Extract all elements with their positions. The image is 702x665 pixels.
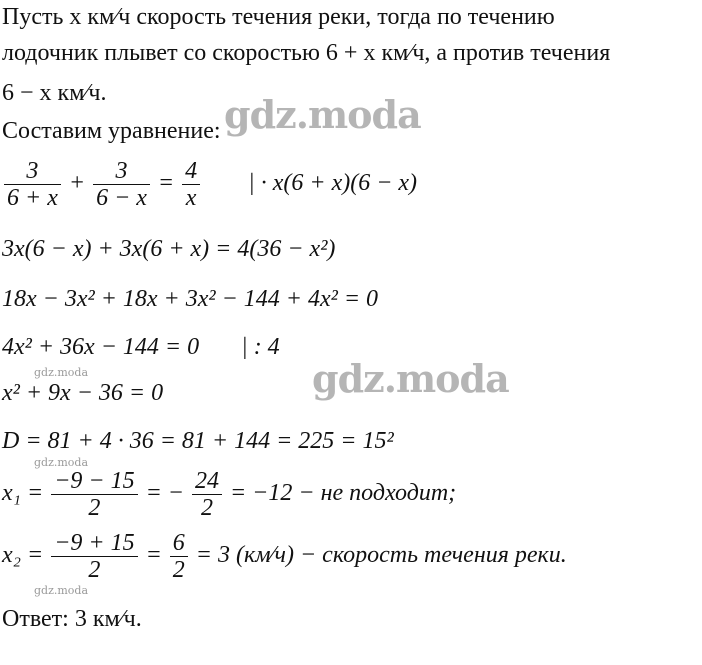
- watermark-small: gdz.moda: [34, 456, 89, 469]
- watermark-small: gdz.moda: [34, 366, 89, 379]
- fraction: $\frac{3}{6 + x}$: [4, 158, 61, 211]
- fraction: $\frac{6}{2}$: [170, 530, 188, 583]
- text-line-4: Составим уравнение:: [2, 118, 221, 144]
- fraction: $\frac{-9 - 15}{2}$: [51, 468, 137, 521]
- text-line-1: Пусть x км⁄ч скорость течения реки, тогда по течению: [2, 4, 555, 30]
- text-line-3: 6 − x км⁄ч.: [2, 80, 107, 106]
- divider: | : 4: [241, 334, 280, 360]
- watermark-logo: gdz.moda: [224, 92, 421, 137]
- equation-1: $\frac{3}{6 + x}$ + $\frac{3}{6 - x}$ = $\frac{4}{x}$ | · x(6 + x)(6 − x): [2, 158, 417, 211]
- answer: Ответ: 3 км⁄ч.: [2, 606, 142, 632]
- fraction: $\frac{3}{6 - x}$: [93, 158, 150, 211]
- watermark-small: gdz.moda: [34, 584, 89, 597]
- equation-5: x² + 9x − 36 = 0: [2, 380, 164, 406]
- equation-2: 3x(6 − x) + 3x(6 + x) = 4(36 − x²): [2, 236, 336, 262]
- root-x1: x₁ = $\frac{-9 - 15}{2}$ = − $\frac{24}{2}$ = −12 − не подходит;: [2, 468, 457, 521]
- multiplier: | · x(6 + x)(6 − x): [248, 170, 418, 197]
- fraction: $\frac{24}{2}$: [192, 468, 222, 521]
- text-line-2: лодочник плывет со скоростью 6 + x км⁄ч, а против течения: [2, 40, 611, 66]
- fraction: $\frac{-9 + 15}{2}$: [51, 530, 137, 583]
- watermark-logo: gdz.moda: [312, 356, 509, 401]
- equation-6: D = 81 + 4 · 36 = 81 + 144 = 225 = 15²: [2, 428, 394, 454]
- root-x2: x₂ = $\frac{-9 + 15}{2}$ = $\frac{6}{2}$ = 3 (км⁄ч) − скорость течения реки.: [2, 530, 567, 583]
- equation-3: 18x − 3x² + 18x + 3x² − 144 + 4x² = 0: [2, 286, 379, 312]
- fraction: $\frac{4}{x}$: [182, 158, 200, 211]
- equation-4: 4x² + 36x − 144 = 0 | : 4: [2, 334, 280, 360]
